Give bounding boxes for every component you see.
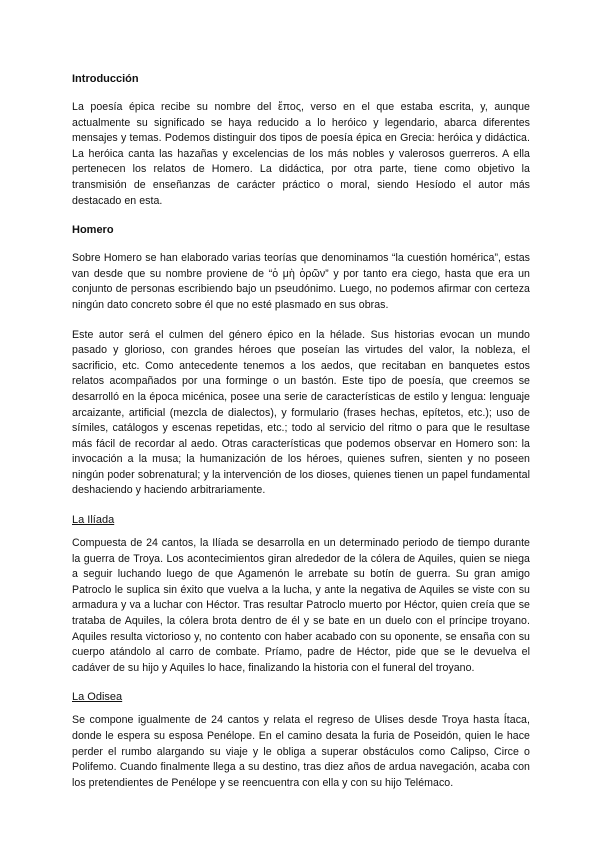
paragraph-homero-1: Sobre Homero se han elaborado varias teorías que denominamos “la cuestión homérica”, estas van desde que su nombre proviene de “ὁ μὴ ὁρῶν” y por tanto era ciego, hasta que era un conjunto de personas escribiendo bajo un pseudónimo. Luego, no podemos afirmar con certeza ningún dato concreto sobre él que no esté plasmado en sus obras. xyxy=(72,252,530,311)
paragraph-introduccion: La poesía épica recibe su nombre del ἔπος, verso en el que estaba escrita, y, aunque actualmente su significado se haya reducido a lo heróico y legendario, abarca diferentes mensajes y temas. Podemos distinguir dos tipos de poesía épica en Grecia: heróica y didáctica. La heróica canta las hazañas y excelencias de los más nobles y valerosos guerreros. A ella pertenecen los relatos de Homero. La didáctica, por otra parte, tiene como objetivo la transmisión de enseñanzas de carácter práctico o moral, siendo Hesíodo el autor más destacado en esta. xyxy=(72,101,530,207)
paragraph-iliada: Compuesta de 24 cantos, la Ilíada se desarrolla en un determinado periodo de tiempo durante la guerra de Troya. Los acontecimientos giran alrededor de la cólera de Aquiles, quien se niega a seguir luchando luego de que Agamenón le arrebate su botín de guerra. Su gran amigo Patroclo le suplica sin éxito que vuelva a la lucha, y ante la negativa de Aquiles se viste con su armadura y va a luchar con Héctor. Tras resultar Patroclo muerto por Héctor, quien creía que se trataba de Aquiles, la cólera brota dentro de él y se bate en un duelo con el príncipe troyano. Aquiles resulta victorioso y, no contento con haber acabado con su oponente, se ensaña con su cuerpo atándolo al carro de combate. Príamo, padre de Héctor, pide que se le devuelva el cadáver de su hijo y Aquiles lo hace, finalizando la historia con el funeral del troyano. xyxy=(72,537,530,674)
paragraph-odisea: Se compone igualmente de 24 cantos y relata el regreso de Ulises desde Troya hasta Ítaca, donde le espera su esposa Penélope. En el camino desata la furia de Poseidón, quien le hace perder el rumbo alargando su viaje y le obliga a superar obstáculos como Calipso, Circe o Polifemo. Cuando finalmente llega a su destino, tras diez años de ardua navegación, acaba con los pretendientes de Penélope y se reencuentra con ella y con su hijo Telémaco. xyxy=(72,714,530,789)
heading-odisea: La Odisea xyxy=(72,691,123,704)
paragraph-homero-2: Este autor será el culmen del género épico en la hélade. Sus historias evocan un mundo pasado y glorioso, con grandes héroes que poseían las virtudes del valor, la nobleza, el sacrificio, etc. Como antecedente tenemos a los aedos, que recitaban en banquetes estos relatos acompañados por una forminge o un bastón. Este tipo de poesía, que creemos se desarrolló en la época micénica, posee una serie de características de estilo y lengua: lenguaje arcaizante, artificial (mezcla de dialectos), y formulario (frases hechas, epítetos, etc.); uso de símiles, catálogos y escenas repetidas, etc.; todo al servicio del ritmo o para que le resultase más fácil de recordar al aedo. Otras características que podemos observar en Homero son: la invocación a la musa; la humanización de los héroes, quienes sufren, sienten y no poseen ningún poder sobrenatural; y la intervención de los dioses, quienes tienen un papel fundamental deshaciendo y haciendo arbitrariamente. xyxy=(72,328,530,497)
heading-introduccion: Introducción xyxy=(72,73,139,85)
heading-homero: Homero xyxy=(72,224,114,237)
heading-iliada: La Ilíada xyxy=(72,514,115,527)
